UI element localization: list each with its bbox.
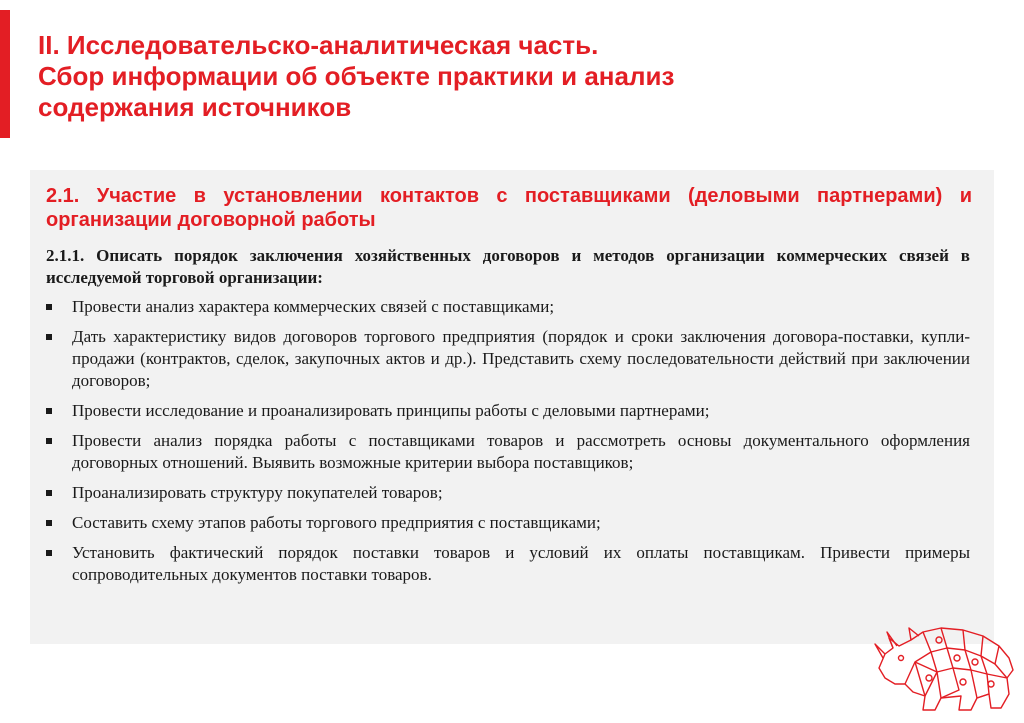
slide-title-line: II. Исследовательско-аналитическая часть. — [38, 30, 599, 60]
square-bullet-icon — [46, 438, 52, 444]
list-item — [46, 542, 970, 586]
list-item — [46, 430, 970, 474]
list-item-text: Проанализировать структуру покупателей товаров; — [72, 483, 443, 502]
square-bullet-icon — [46, 490, 52, 496]
slide-title — [38, 30, 978, 123]
rhino-logo — [871, 618, 1019, 714]
square-bullet-icon — [46, 304, 52, 310]
task-heading: 2.1.1. Описать порядок заключения хозяйственных договоров и методов организации коммерческих связей в исследуемой торговой организации: — [46, 246, 970, 287]
list-item-text: Дать характеристику видов договоров торгового предприятия (порядок и сроки заключения договора-поставки, купли-продажи (контрактов, сделок, закупочных актов и др.). Представить схему последовательности действий при заключении договоров; — [72, 327, 970, 390]
square-bullet-icon — [46, 550, 52, 556]
list-item-text: Провести анализ характера коммерческих связей с поставщиками; — [72, 297, 555, 316]
content-panel — [30, 170, 994, 644]
square-bullet-icon — [46, 334, 52, 340]
slide-title-line: Сбор информации об объекте практики и анализ — [38, 61, 675, 91]
task-list — [46, 296, 970, 586]
list-item-text: Провести анализ порядка работы с поставщиками товаров и рассмотреть основы документального оформления договорных отношений. Выявить возможные критерии выбора поставщиков; — [72, 431, 970, 472]
accent-bar — [0, 10, 10, 138]
section-heading: 2.1. Участие в установлении контактов с поставщиками (деловыми партнерами) и организации договорной работы — [46, 185, 972, 231]
task-block — [46, 245, 970, 594]
square-bullet-icon — [46, 520, 52, 526]
list-item — [46, 400, 970, 422]
list-item-text: Провести исследование и проанализировать принципы работы с деловыми партнерами; — [72, 401, 710, 420]
slide-title-line: содержания источников — [38, 92, 352, 122]
square-bullet-icon — [46, 408, 52, 414]
list-item — [46, 296, 970, 318]
list-item — [46, 512, 970, 534]
list-item — [46, 482, 970, 504]
list-item-text: Составить схему этапов работы торгового предприятия с поставщиками; — [72, 513, 601, 532]
list-item — [46, 326, 970, 392]
list-item-text: Установить фактический порядок поставки товаров и условий их оплаты поставщикам. Привести примеры сопроводительных документов поставки товаров. — [72, 543, 970, 584]
